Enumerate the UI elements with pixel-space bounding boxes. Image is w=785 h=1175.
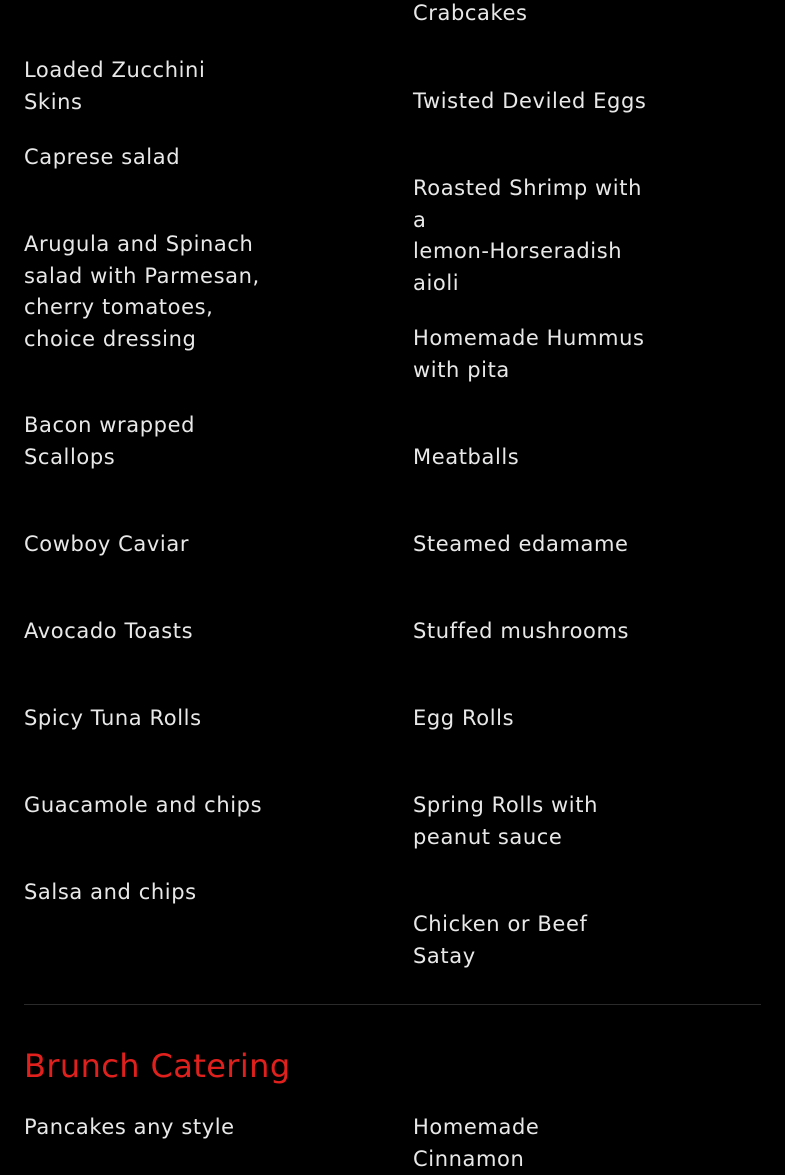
menu-item: Guacamole and chips: [24, 793, 263, 817]
menu-item: Caprese salad: [24, 145, 181, 169]
menu-item: Spicy Tuna Rolls: [24, 706, 202, 730]
menu-item: Roasted Shrimp with a lemon-Horseradish aioli: [413, 176, 642, 295]
menu-item: Bacon wrapped Scallops: [24, 413, 196, 469]
menu-item: Meatballs: [413, 445, 520, 469]
menu-item: Chicken or Beef Satay: [413, 912, 588, 968]
menu-item: Salsa and chips: [24, 880, 197, 904]
menu-item: Stuffed mushrooms: [413, 619, 630, 643]
menu-item: Steamed edamame: [413, 532, 629, 556]
menu-item: Loaded Zucchini Skins: [24, 58, 206, 114]
menu-item: Spring Rolls with peanut sauce: [413, 793, 598, 849]
menu-item: Cowboy Caviar: [24, 532, 190, 556]
menu-item: Egg Rolls: [413, 706, 515, 730]
menu-item: Avocado Toasts: [24, 619, 194, 643]
menu-item: Homemade Cinnamon: [413, 1115, 540, 1171]
section-title-brunch: Brunch Catering: [24, 1047, 291, 1085]
section-divider: [24, 1004, 761, 1005]
menu-item: Twisted Deviled Eggs: [413, 89, 647, 113]
menu-item: Homemade Hummus with pita: [413, 326, 645, 382]
menu-item: Crabcakes: [413, 1, 528, 25]
menu-item: Arugula and Spinach salad with Parmesan, cherry tomatoes, choice dressing: [24, 232, 260, 351]
menu-item: Pancakes any style: [24, 1115, 235, 1139]
